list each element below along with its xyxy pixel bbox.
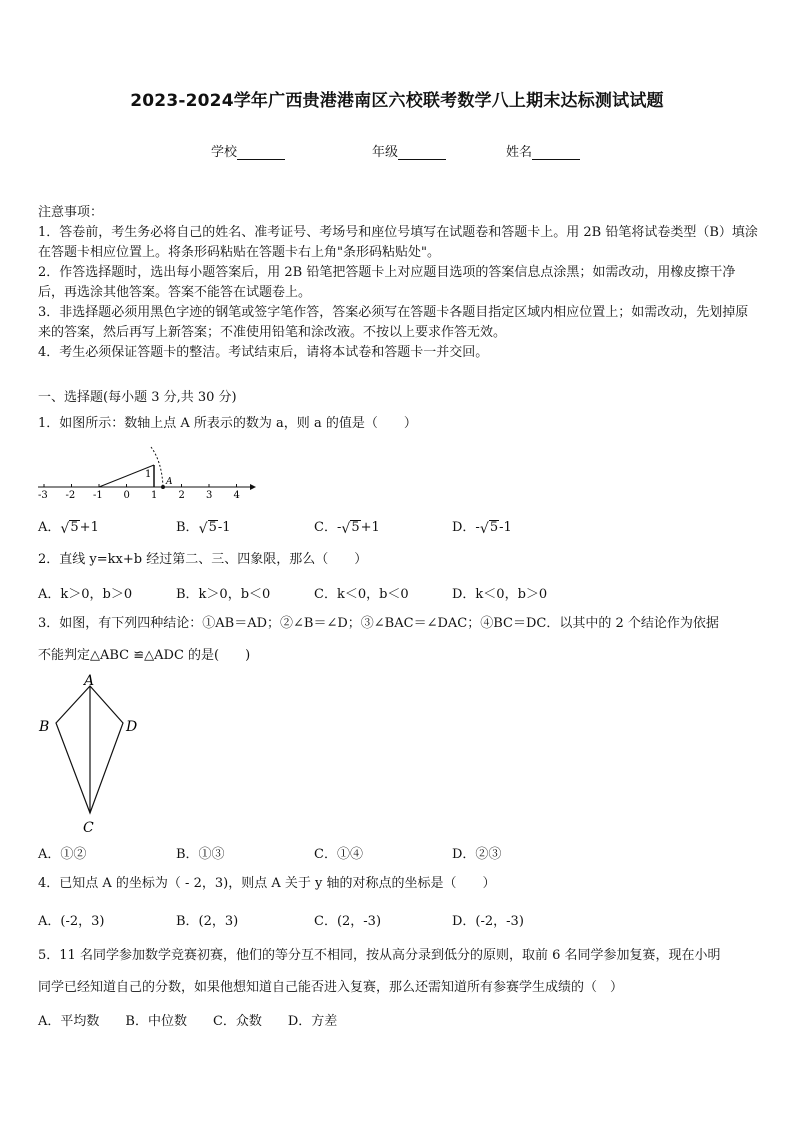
sqrt-symbol: √ 5 [60,520,79,537]
option-suffix: -1 [499,520,512,535]
sqrt-symbol: √ 5 [341,520,360,537]
grade-label: 年级 [372,145,399,160]
q2-option-a[interactable]: A．k＞0，b＞0 [38,587,133,602]
vertex-a-label: A [84,673,95,689]
q5-stem-line1: 5．11 名同学参加数学竞赛初赛，他们的等分互不相同，按从高分录到低分的原则，取前 6 名同学参加复赛，现在小明 [38,948,721,963]
q4-option-b[interactable]: B．(2，3) [176,914,239,929]
q3-option-b[interactable]: B．①③ [176,847,225,862]
vertex-b-label: B [39,719,50,735]
q1-option-a[interactable] [38,516,99,535]
tick-label: 0 [123,490,130,501]
sqrt-symbol: √ 5 [479,520,499,537]
option-label: A． [38,520,61,535]
tick-label: -1 [93,490,103,501]
note-item-1: 1．答卷前，考生务必将自己的姓名、准考证号、考场号和座位号填写在试题卷和答题卡上。用 2B 铅笔将试卷类型（B）填涂在答题卡相应位置上。将条形码粘贴在答题卡右上角"条形码粘贴处"。 [38,225,758,260]
name-blank[interactable] [532,146,580,160]
q2-option-d[interactable]: D．k＜0，b＞0 [452,587,548,602]
tick-label: -3 [38,490,48,501]
grade-blank[interactable] [398,146,446,160]
tick-label: 1 [151,490,158,501]
option-suffix: -1 [217,520,231,535]
option-suffix: +1 [79,520,99,535]
kite-figure [34,670,154,838]
q3-option-c[interactable]: C．①④ [314,847,363,862]
q4-option-a[interactable]: A．(-2，3) [38,914,105,929]
q2-option-b[interactable]: B．k＞0，b＜0 [176,587,271,602]
option-label: B． [176,520,199,535]
q4-option-c[interactable]: C．(2，-3) [314,914,382,929]
compass-arc [151,447,163,487]
school-field[interactable] [211,141,285,160]
school-label: 学校 [211,145,238,160]
tick-label: 2 [178,490,185,501]
q3-option-d[interactable]: D．②③ [452,847,502,862]
label-one: 1 [145,469,152,480]
q3-option-a[interactable]: A．①② [38,847,87,862]
point-a [161,485,165,489]
axis-arrow [250,484,256,490]
paper-title: 2023-2024学年广西贵港港南区六校联考数学八上期末达标测试试题 [130,91,664,111]
q1-option-d[interactable] [452,516,512,535]
school-blank[interactable] [237,146,285,160]
tick-label: -2 [65,490,76,501]
name-field[interactable] [506,141,580,160]
note-item-4: 4．考生必须保证答题卡的整洁。考试结束后，请将本试卷和答题卡一并交回。 [38,345,489,360]
tick-label: 4 [233,490,240,501]
note-item-2: 2．作答选择题时，选出每小题答案后，用 2B 铅笔把答题卡上对应题目选项的答案信息点涂黑；如需改动，用橡皮擦干净后，再选涂其他答案。答案不能答在试题卷上。 [38,265,736,300]
q5-options[interactable]: A．平均数 B．中位数 C．众数 D．方差 [38,1014,338,1029]
section-heading: 一、选择题(每小题 3 分,共 30 分) [38,390,237,405]
label-a: A [166,477,173,487]
name-label: 姓名 [506,145,533,160]
vertex-c-label: C [83,820,94,836]
option-label: D．- [452,520,480,535]
number-line-figure [34,440,264,502]
q1-option-c[interactable] [314,516,380,535]
notes-heading: 注意事项： [38,205,104,220]
vertex-d-label: D [126,719,138,735]
q4-option-d[interactable]: D．(-2，-3) [452,914,524,929]
sqrt-symbol: √ 5 [198,520,217,537]
grade-field[interactable] [372,141,446,160]
option-suffix: +1 [360,520,380,535]
q2-option-c[interactable]: C．k＜0，b＜0 [314,587,409,602]
q1-option-b[interactable] [176,516,231,535]
q5-stem-line2: 同学已经知道自己的分数，如果他想知道自己能否进入复赛，那么还需知道所有参赛学生成绩的（ ） [38,980,624,995]
q4-stem: 4．已知点 A 的坐标为（ - 2，3)，则点 A 关于 y 轴的对称点的坐标是（ ） [38,876,496,891]
q1-stem: 1．如图所示：数轴上点 A 所表示的数为 a，则 a 的值是（ ） [38,416,417,431]
q3-stem-line1: 3．如图，有下列四种结论：①AB＝AD；②∠B＝∠D；③∠BAC＝∠DAC；④BC＝DC．以其中的 2 个结论作为依据 [38,616,719,631]
note-item-3: 3．非选择题必须用黑色字迹的钢笔或签字笔作答，答案必须写在答题卡各题目指定区域内相应位置上；如需改动，先划掉原来的答案，然后再写上新答案；不准使用铅笔和涂改液。不按以上要求作答无效。 [38,305,749,340]
q2-stem: 2．直线 y=kx+b 经过第二、三、四象限，那么（ ） [38,552,368,567]
q3-stem-line2: 不能判定△ABC ≌△ADC 的是( ) [38,648,251,663]
notes [38,203,760,363]
option-label: C．- [314,520,342,535]
tick-label: 3 [206,490,213,501]
